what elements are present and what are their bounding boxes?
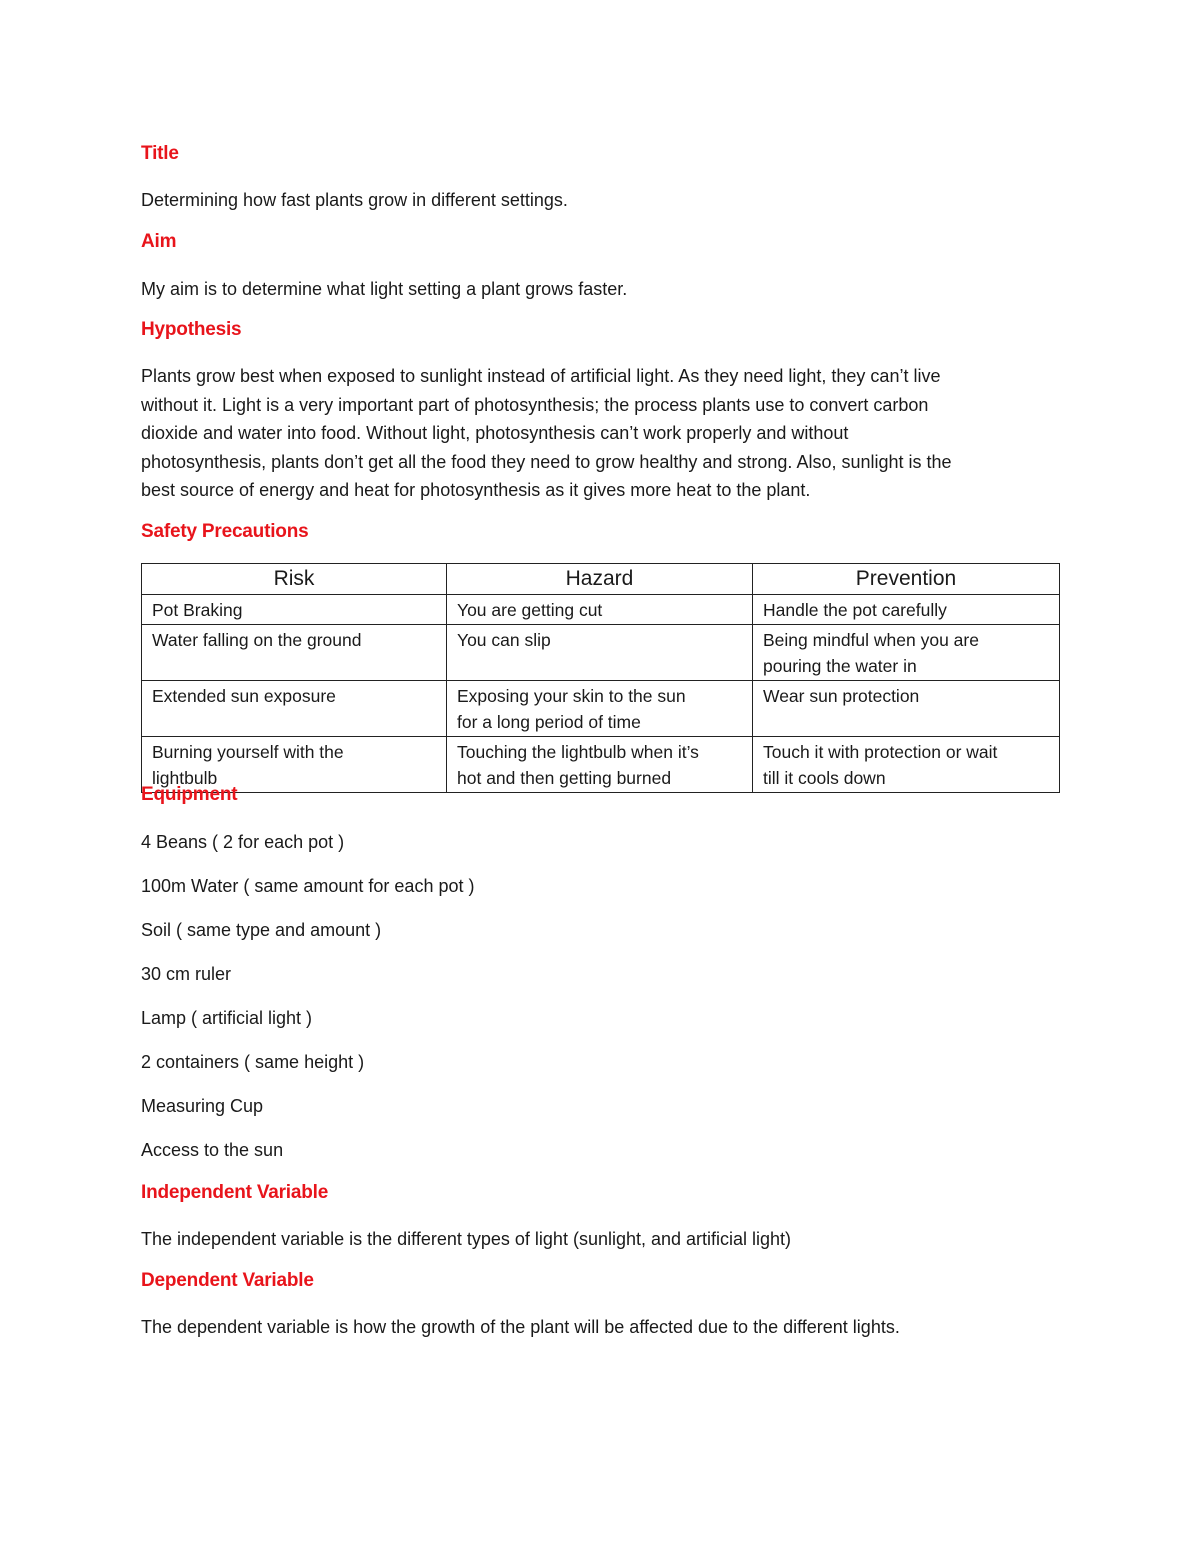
safety-heading: Safety Precautions bbox=[141, 521, 309, 542]
hypothesis-line: without it. Light is a very important part of photosynthesis; the process plants use to convert carbon bbox=[141, 394, 929, 415]
column-header-risk: Risk bbox=[142, 564, 447, 595]
table-row bbox=[142, 736, 1060, 792]
equipment-item: Access to the sun bbox=[141, 1140, 284, 1160]
equipment-item: 30 cm ruler bbox=[141, 964, 232, 984]
hypothesis-line: photosynthesis, plants don’t get all the food they need to grow healthy and strong. Also, sunlight is the bbox=[141, 451, 952, 472]
cell-text: Exposing your skin to the sun bbox=[457, 685, 686, 706]
safety-table-header-row bbox=[142, 564, 1060, 595]
cell-text: Wear sun protection bbox=[763, 685, 920, 706]
cell-text: pouring the water in bbox=[763, 656, 917, 676]
independent-variable-text: The independent variable is the different types of light (sunlight, and artificial light) bbox=[141, 1229, 792, 1249]
prevention-cell bbox=[753, 624, 1060, 680]
cell-text: Being mindful when you are bbox=[763, 629, 979, 650]
independent-variable-heading: Independent Variable bbox=[141, 1182, 329, 1203]
aim-text: My aim is to determine what light setting a plant grows faster. bbox=[141, 279, 628, 299]
prevention-cell bbox=[753, 595, 1060, 625]
hazard-cell bbox=[447, 680, 753, 736]
equipment-item: 100m Water ( same amount for each pot ) bbox=[141, 876, 475, 896]
equipment-item: 2 containers ( same height ) bbox=[141, 1052, 365, 1072]
column-header-hazard: Hazard bbox=[447, 564, 753, 595]
cell-text: lightbulb bbox=[152, 768, 218, 788]
cell-text: You are getting cut bbox=[457, 600, 603, 620]
prevention-cell bbox=[753, 680, 1060, 736]
dependent-variable-heading: Dependent Variable bbox=[141, 1270, 314, 1291]
equipment-item: 4 Beans ( 2 for each pot ) bbox=[141, 832, 345, 852]
cell-text: Handle the pot carefully bbox=[763, 600, 947, 620]
aim-heading: Aim bbox=[141, 231, 177, 252]
cell-text: hot and then getting burned bbox=[457, 768, 672, 788]
cell-text: Burning yourself with the bbox=[152, 741, 344, 762]
cell-text: Extended sun exposure bbox=[152, 685, 336, 706]
hypothesis-paragraph bbox=[141, 362, 1061, 505]
safety-table bbox=[141, 563, 1060, 793]
hypothesis-line: dioxide and water into food. Without light, photosynthesis can’t work properly and without bbox=[141, 423, 849, 444]
hypothesis-heading: Hypothesis bbox=[141, 319, 242, 340]
hazard-cell bbox=[447, 736, 753, 792]
dependent-variable-text: The dependent variable is how the growth of the plant will be affected due to the different lights. bbox=[141, 1317, 900, 1337]
table-row bbox=[142, 595, 1060, 625]
cell-text: Touch it with protection or wait bbox=[763, 741, 998, 762]
hazard-cell bbox=[447, 595, 753, 625]
equipment-item: Soil ( same type and amount ) bbox=[141, 920, 382, 940]
risk-cell bbox=[142, 680, 447, 736]
column-header-prevention: Prevention bbox=[753, 564, 1060, 595]
risk-cell bbox=[142, 595, 447, 625]
cell-text: You can slip bbox=[457, 629, 551, 650]
cell-text: till it cools down bbox=[763, 768, 886, 788]
title-text: Determining how fast plants grow in different settings. bbox=[141, 190, 568, 210]
cell-text: Touching the lightbulb when it’s bbox=[457, 741, 699, 762]
hypothesis-line: Plants grow best when exposed to sunlight instead of artificial light. As they need light, they can’t live bbox=[141, 366, 941, 386]
cell-text: Pot Braking bbox=[152, 600, 243, 620]
equipment-item: Measuring Cup bbox=[141, 1096, 264, 1116]
hypothesis-line: best source of energy and heat for photosynthesis as it gives more heat to the plant. bbox=[141, 480, 811, 501]
table-row bbox=[142, 624, 1060, 680]
cell-text: for a long period of time bbox=[457, 712, 641, 732]
table-row bbox=[142, 680, 1060, 736]
risk-cell bbox=[142, 624, 447, 680]
equipment-item: Lamp ( artificial light ) bbox=[141, 1008, 313, 1028]
hazard-cell bbox=[447, 624, 753, 680]
prevention-cell bbox=[753, 736, 1060, 792]
equipment-heading: Equipment bbox=[141, 784, 238, 805]
cell-text: Water falling on the ground bbox=[152, 629, 362, 650]
title-heading: Title bbox=[141, 143, 179, 164]
